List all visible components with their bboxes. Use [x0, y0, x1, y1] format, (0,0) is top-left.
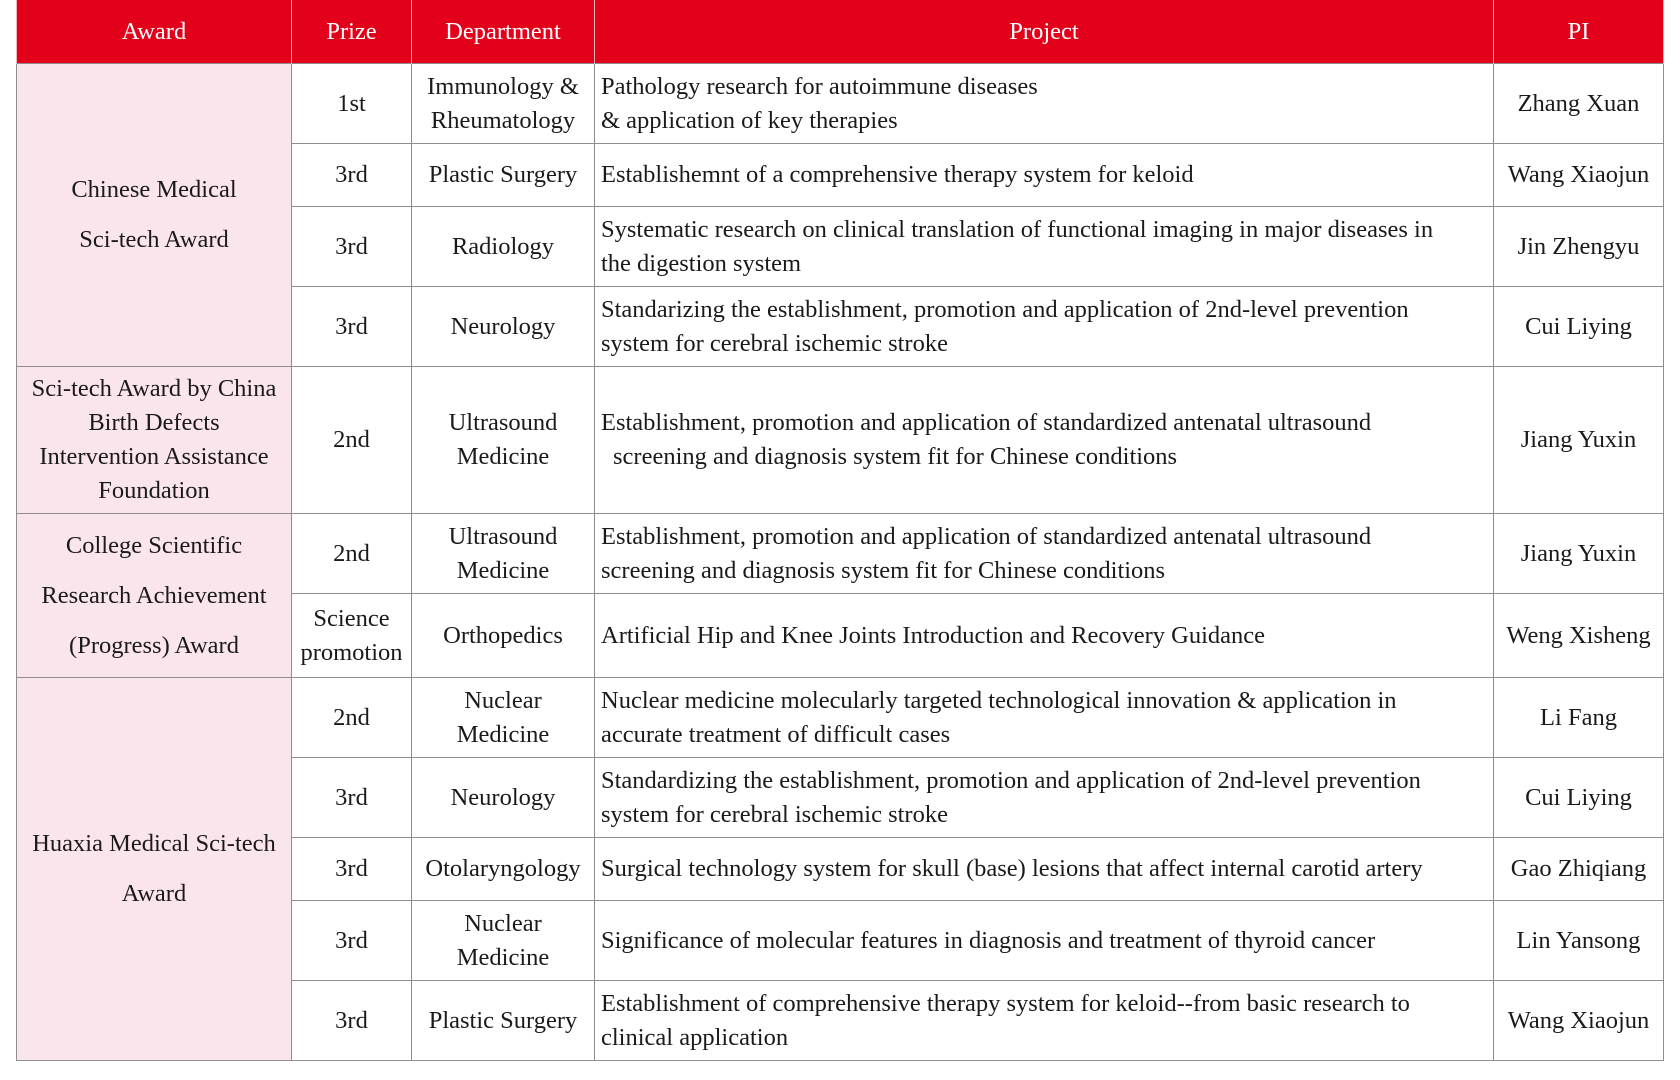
project-cell	[595, 981, 1494, 1061]
pi-cell: Jiang Yuxin	[1494, 367, 1664, 514]
project-cell	[595, 287, 1494, 367]
prize-cell: 3rd	[292, 901, 412, 981]
project-line: system for cerebral ischemic stroke	[601, 329, 948, 357]
project-cell	[595, 758, 1494, 838]
project-line: Establishment, promotion and application of standardized antenatal ultrasound	[601, 522, 1372, 550]
project-line	[601, 440, 1487, 474]
department-cell	[412, 758, 595, 838]
pi-cell: Zhang Xuan	[1494, 64, 1664, 144]
table-row	[17, 367, 1664, 514]
project-line: the digestion system	[601, 249, 802, 277]
department-cell	[412, 64, 595, 144]
pi-cell: Wang Xiaojun	[1494, 981, 1664, 1061]
project-line: Pathology research for autoimmune diseases	[601, 72, 1038, 100]
department-line: Nuclear	[464, 909, 542, 937]
project-line: Nuclear medicine molecularly targeted technological innovation & application in	[601, 686, 1397, 714]
department-cell	[412, 981, 595, 1061]
project-line: Establishment, promotion and application of standardized antenatal ultrasound	[601, 409, 1372, 436]
project-line: accurate treatment of difficult cases	[601, 720, 951, 748]
award-name-line: Birth Defects	[88, 409, 220, 436]
award-cell	[17, 514, 292, 678]
department-cell	[412, 594, 595, 678]
prize-cell: 2nd	[292, 678, 412, 758]
award-name-line: Intervention Assistance	[39, 443, 269, 470]
department-line: Radiology	[451, 232, 555, 260]
department-cell	[412, 144, 595, 207]
prize-cell: 2nd	[292, 367, 412, 514]
pi-cell: Wang Xiaojun	[1494, 144, 1664, 207]
prize-cell: 3rd	[292, 207, 412, 287]
header-prize: Prize	[292, 0, 412, 64]
award-name-line: Chinese Medical	[71, 176, 237, 203]
department-line: Otolaryngology	[425, 855, 581, 882]
project-cell	[595, 144, 1494, 207]
department-line: Immunology &	[427, 72, 579, 100]
department-line: Medicine	[456, 943, 550, 971]
project-cell	[595, 367, 1494, 514]
table-row	[17, 678, 1664, 758]
department-line: Neurology	[450, 312, 556, 340]
department-cell	[412, 678, 595, 758]
project-cell	[595, 901, 1494, 981]
award-name-line: Huaxia Medical Sci-tech	[32, 830, 276, 857]
award-name-line: (Progress) Award	[69, 631, 239, 659]
pi-cell: Weng Xisheng	[1494, 594, 1664, 678]
award-name-line: Research Achievement	[41, 581, 267, 609]
project-line: clinical application	[601, 1023, 789, 1051]
prize-cell: 1st	[292, 64, 412, 144]
department-cell	[412, 287, 595, 367]
award-name-line: Foundation	[98, 477, 210, 504]
prize-cell: 3rd	[292, 287, 412, 367]
project-line-text: screening and diagnosis system fit for Chinese conditions	[613, 443, 1178, 470]
project-cell	[595, 207, 1494, 287]
award-name-line: Sci-tech Award by China	[31, 375, 277, 402]
header-pi: PI	[1494, 0, 1664, 64]
project-line: Systematic research on clinical translation of functional imaging in major diseases in	[601, 215, 1434, 243]
department-cell	[412, 207, 595, 287]
award-name-line: Sci-tech Award	[79, 226, 229, 253]
department-line: Medicine	[456, 556, 550, 584]
award-name-line: Award	[121, 880, 187, 907]
award-cell	[17, 64, 292, 367]
department-cell	[412, 838, 595, 901]
department-line: Medicine	[456, 443, 550, 470]
pi-cell: Gao Zhiqiang	[1494, 838, 1664, 901]
pi-cell: Cui Liying	[1494, 287, 1664, 367]
department-line: Plastic Surgery	[428, 1006, 578, 1034]
pi-cell: Jin Zhengyu	[1494, 207, 1664, 287]
project-line: Establishment of comprehensive therapy system for keloid--from basic research to	[601, 989, 1410, 1017]
project-cell	[595, 594, 1494, 678]
pi-cell: Lin Yansong	[1494, 901, 1664, 981]
department-line: Medicine	[456, 720, 550, 748]
prize-cell: 3rd	[292, 758, 412, 838]
department-line: Nuclear	[464, 686, 542, 714]
award-name-line: College Scientific	[65, 531, 243, 559]
project-line: Standarizing the establishment, promotion and application of 2nd-level prevention	[601, 295, 1409, 323]
department-line: Neurology	[450, 783, 556, 811]
project-line: Significance of molecular features in diagnosis and treatment of thyroid cancer	[601, 926, 1376, 954]
department-line: Rheumatology	[430, 106, 576, 134]
table-row	[17, 514, 1664, 594]
project-line: & application of key therapies	[601, 106, 898, 134]
department-cell	[412, 514, 595, 594]
project-cell	[595, 514, 1494, 594]
project-line: system for cerebral ischemic stroke	[601, 800, 948, 828]
pi-cell: Jiang Yuxin	[1494, 514, 1664, 594]
prize-cell: 3rd	[292, 838, 412, 901]
project-line: screening and diagnosis system fit for Chinese conditions	[601, 556, 1166, 584]
department-cell	[412, 901, 595, 981]
awards-table-wrapper	[16, 0, 1663, 1061]
prize-cell: 3rd	[292, 144, 412, 207]
project-cell	[595, 64, 1494, 144]
project-cell	[595, 678, 1494, 758]
header-row	[17, 0, 1664, 64]
project-line: Surgical technology system for skull (base) lesions that affect internal carotid artery	[601, 855, 1423, 882]
pi-cell: Cui Liying	[1494, 758, 1664, 838]
project-line: Artificial Hip and Knee Joints Introduction and Recovery Guidance	[601, 621, 1266, 649]
header-project: Project	[595, 0, 1494, 64]
pi-cell: Li Fang	[1494, 678, 1664, 758]
header-department: Department	[412, 0, 595, 64]
department-line: Plastic Surgery	[428, 161, 578, 188]
table-row	[17, 64, 1664, 144]
prize-cell: 2nd	[292, 514, 412, 594]
project-line: Standardizing the establishment, promotion and application of 2nd-level prevention	[601, 766, 1421, 794]
award-cell	[17, 678, 292, 1061]
department-cell	[412, 367, 595, 514]
department-line: Orthopedics	[443, 621, 563, 649]
department-line: Ultrasound	[448, 522, 558, 550]
award-cell	[17, 367, 292, 514]
project-cell	[595, 838, 1494, 901]
awards-table	[16, 0, 1664, 1061]
project-line: Establishemnt of a comprehensive therapy system for keloid	[601, 161, 1194, 188]
header-award: Award	[17, 0, 292, 64]
prize-cell: Science promotion	[292, 594, 412, 678]
prize-cell: 3rd	[292, 981, 412, 1061]
department-line: Ultrasound	[448, 409, 558, 436]
